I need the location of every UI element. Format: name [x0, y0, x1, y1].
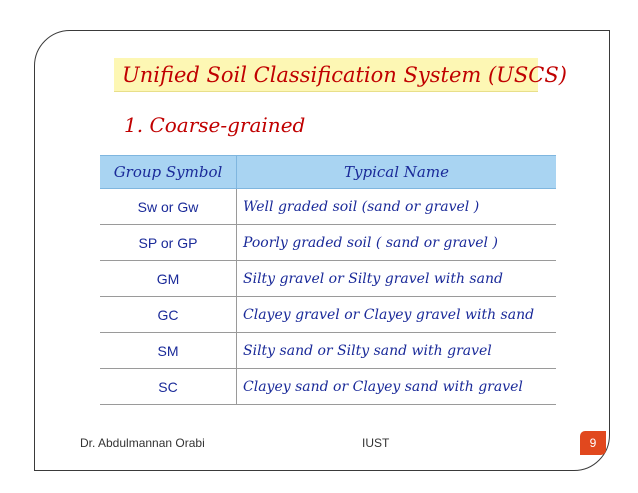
group-symbol-cell: GC [100, 297, 237, 333]
table-row [100, 189, 556, 225]
typical-name-cell: Clayey gravel or Clayey gravel with sand [237, 297, 557, 333]
typical-name-cell: Poorly graded soil ( sand or gravel ) [237, 225, 557, 261]
typical-name-cell: Well graded soil (sand or gravel ) [237, 189, 557, 225]
header-typical-name: Typical Name [237, 156, 557, 189]
footer-author: Dr. Abdulmannan Orabi [80, 436, 205, 450]
slide-title: Unified Soil Classification System (USCS) [122, 63, 567, 87]
group-symbol-cell: SP or GP [100, 225, 237, 261]
group-symbol-cell: Sw or Gw [100, 189, 237, 225]
header-group-symbol: Group Symbol [100, 156, 237, 189]
group-symbol-cell: SM [100, 333, 237, 369]
uscs-table [100, 155, 556, 405]
typical-name-cell: Silty gravel or Silty gravel with sand [237, 261, 557, 297]
page-number-badge: 9 [580, 431, 606, 455]
footer-institution: IUST [362, 436, 390, 450]
table-row [100, 225, 556, 261]
typical-name-cell: Clayey sand or Clayey sand with gravel [237, 369, 557, 405]
table-header-row [100, 156, 556, 189]
table-row [100, 369, 556, 405]
group-symbol-cell: GM [100, 261, 237, 297]
table-row [100, 261, 556, 297]
typical-name-cell: Silty sand or Silty sand with gravel [237, 333, 557, 369]
table-row [100, 297, 556, 333]
slide-subtitle: 1. Coarse-grained [124, 113, 306, 137]
table-row [100, 333, 556, 369]
group-symbol-cell: SC [100, 369, 237, 405]
